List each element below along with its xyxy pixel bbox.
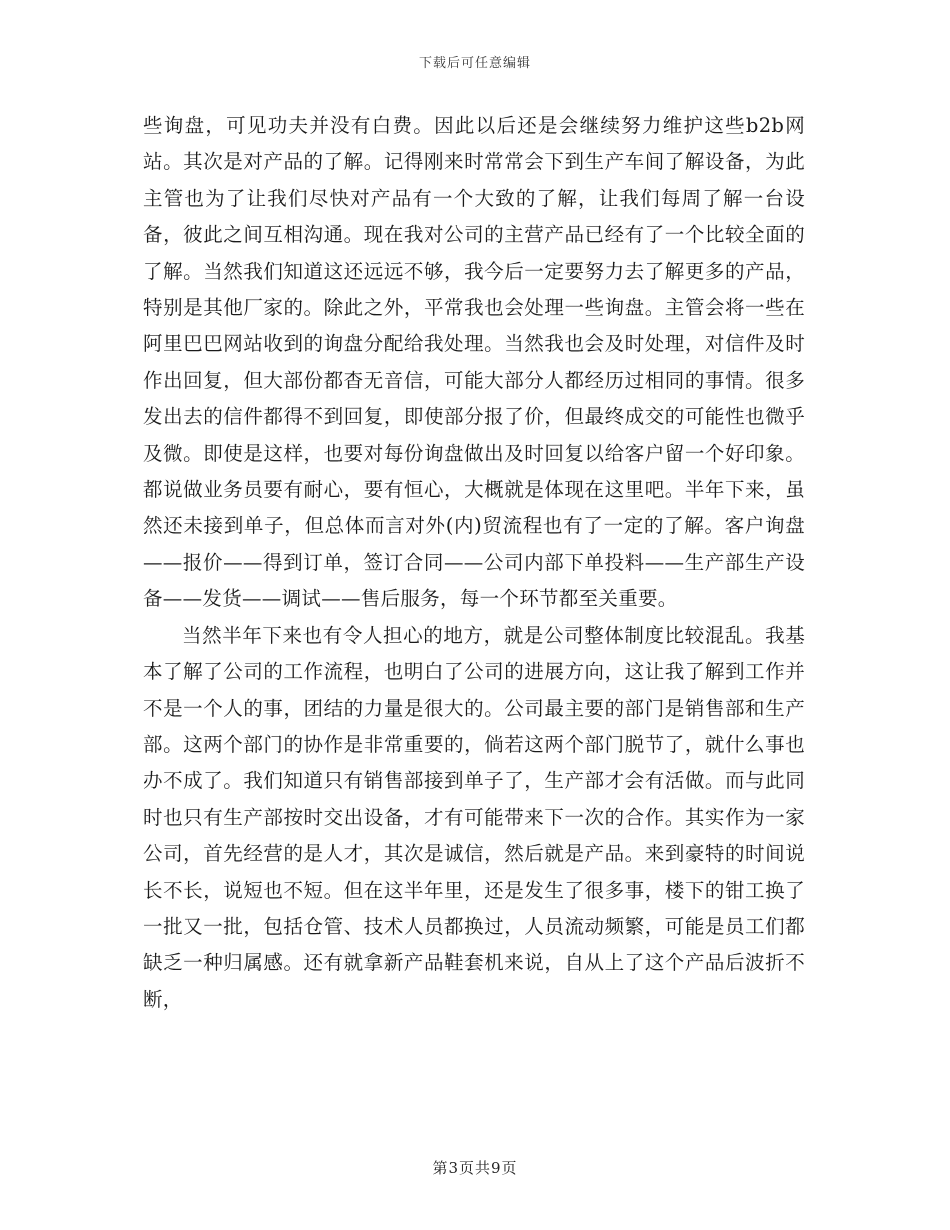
document-body xyxy=(143,108,805,1018)
paragraph-2: 当然半年下来也有令人担心的地方，就是公司整体制度比较混乱。我基本了解了公司的工作流程，也明白了公司的进展方向，这让我了解到工作并不是一个人的事，团结的力量是很大的。公司最主要的部门是销售部和生产部。这两个部门的协作是非常重要的，倘若这两个部门脱节了，就什么事也办不成了。我们知道只有销售部接到单子了，生产部才会有活做。而与此同时也只有生产部按时交出设备，才有可能带来下一次的合作。其实作为一家公司，首先经营的是人才，其次是诚信，然后就是产品。来到豪特的时间说长不长，说短也不短。但在这半年里，还是发生了很多事，楼下的钳工换了一批又一批，包括仓管、技术人员都换过，人员流动频繁，可能是员工们都缺乏一种归属感。还有就拿新产品鞋套机来说，自从上了这个产品后波折不断， xyxy=(143,623,805,1011)
page-number: 第3页共9页 xyxy=(432,1159,518,1177)
paragraph-1: 些询盘，可见功夫并没有白费。因此以后还是会继续努力维护这些b2b网站。其次是对产品的了解。记得刚来时常常会下到生产车间了解设备，为此主管也为了让我们尽快对产品有一个大致的了解，让我们每周了解一台设备，彼此之间互相沟通。现在我对公司的主营产品已经有了一个比较全面的了解。当然我们知道这还远远不够，我今后一定要努力去了解更多的产品，特别是其他厂家的。除此之外，平常我也会处理一些询盘。主管会将一些在阿里巴巴网站收到的询盘分配给我处理。当然我也会及时处理，对信件及时作出回复，但大部份都杳无音信，可能大部分人都经历过相同的事情。很多发出去的信件都得不到回复，即使部分报了价，但最终成交的可能性也微乎及微。即使是这样，也要对每份询盘做出及时回复以给客户留一个好印象。都说做业务员要有耐心，要有恒心，大概就是体现在这里吧。半年下来，虽然还未接到单子，但总体而言对外(内)贸流程也有了一定的了解。客户询盘——报价——得到订单，签订合同——公司内部下单投料——生产部生产设备——发货——调试——售后服务，每一个环节都至关重要。 xyxy=(143,114,805,611)
page-header: 下载后可任意编辑 xyxy=(418,56,531,71)
